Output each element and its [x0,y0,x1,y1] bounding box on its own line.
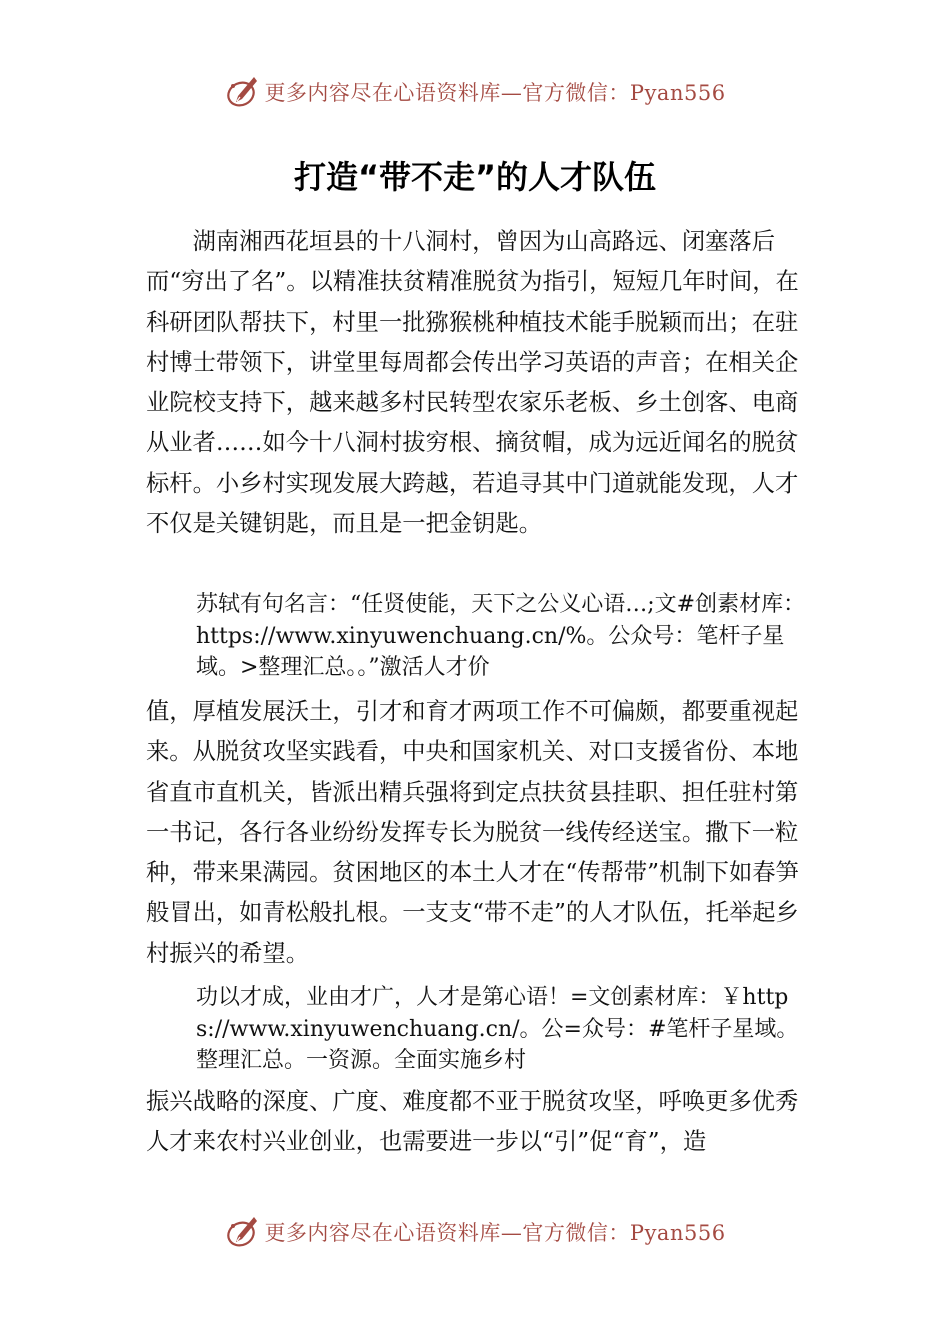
paragraph-2: 值，厚植发展沃土，引才和育才两项工作不可偏颇，都要重视起来。从脱贫攻坚实践看，中央和国家机关、对口支援省份、本地省直市直机关，皆派出精兵强将到定点扶贫县挂职、担任驻村第一书记，各行各业纷纷发挥专长为脱贫一线传经送宝。撒下一粒种，带来果满园。贫困地区的本土人才在“传帮带”机制下如春笋般冒出，如青松般扎根。一支支“带不走”的人才队伍，托举起乡村振兴的希望。 [146,698,799,967]
quote-1: 苏轼有句名言：“任贤使能，天下之公义心语…;文#创素材库：https://www.xinyuwenchuang.cn/%。公众号：笔杆子星域。>整理汇总。。”激活人才价 [196,592,806,680]
pen-nib-logo-icon [224,1214,260,1250]
pen-nib-logo-icon [224,74,260,110]
paragraph-3: 振兴战略的深度、广度、难度都不亚于脱贫攻坚，呼唤更多优秀人才来农村兴业创业，也需要进一步以“引”促“育”，造 [146,1088,799,1156]
header-banner-text: 更多内容尽在心语资料库—官方微信：Pyan556 [264,81,726,105]
quote-2: 功以才成，业由才广，人才是第心语！=文创素材库：￥https://www.xinyuwenchuang.cn/。公=众号：#笔杆子星域。整理汇总。一资源。全面实施乡村 [196,985,799,1073]
footer-banner-text: 更多内容尽在心语资料库—官方微信：Pyan556 [264,1221,726,1245]
footer-banner [0,1212,950,1252]
header-banner [0,72,950,112]
document-title: 打造“带不走”的人才队伍 [293,158,657,196]
paragraph-1: 湖南湘西花垣县的十八洞村，曾因为山高路远、闭塞落后而“穷出了名”。以精准扶贫精准脱贫为指引，短短几年时间，在科研团队帮扶下，村里一批猕猴桃种植技术能手脱颖而出；在驻村博士带领下，讲堂里每周都会传出学习英语的声音；在相关企业院校支持下，越来越多村民转型农家乐老板、乡土创客、电商从业者……如今十八洞村拔穷根、摘贫帽，成为远近闻名的脱贫标杆。小乡村实现发展大跨越，若追寻其中门道就能发现，人才不仅是关键钥匙，而且是一把金钥匙。 [146,228,799,538]
